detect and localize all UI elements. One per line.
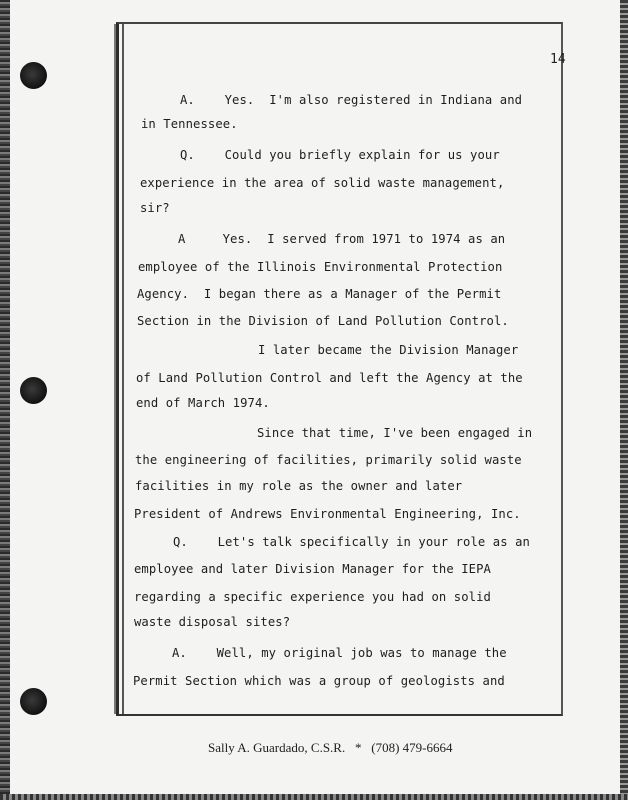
transcript-line: Since that time, I've been engaged in — [257, 426, 533, 440]
transcript-line: Section in the Division of Land Pollution Control. — [137, 314, 509, 328]
binder-hole-bottom — [20, 688, 47, 715]
transcript-line: in Tennessee. — [141, 117, 238, 131]
binder-hole-top — [20, 62, 47, 89]
transcript-line: waste disposal sites? — [134, 615, 291, 629]
transcript-line: Permit Section which was a group of geologists and — [133, 674, 505, 688]
transcript-line: Q. Could you briefly explain for us your — [180, 148, 500, 162]
page-number: 14 — [550, 52, 566, 67]
reporter-phone: (708) 479-6664 — [371, 740, 453, 755]
transcript-line: regarding a specific experience you had on solid — [134, 590, 491, 604]
scan-edge-bottom — [0, 794, 628, 800]
scan-edge-right — [620, 0, 628, 800]
transcript-line: A. Yes. I'm also registered in Indiana and — [180, 93, 523, 107]
page-margin-rule — [122, 24, 124, 714]
transcript-line: Agency. I began there as a Manager of the Permit — [137, 287, 502, 301]
reporter-name: Sally A. Guardado, C.S.R. — [208, 740, 346, 755]
transcript-line: President of Andrews Environmental Engineering, Inc. — [134, 507, 521, 521]
transcript-line: experience in the area of solid waste management, — [140, 176, 505, 190]
transcript-line: sir? — [140, 201, 170, 215]
transcript-line: employee of the Illinois Environmental Protection — [138, 260, 503, 274]
transcript-line: Q. Let's talk specifically in your role as an — [173, 535, 530, 549]
transcript-line: I later became the Division Manager — [258, 343, 519, 357]
reporter-footer — [208, 740, 452, 756]
transcript-line: the engineering of facilities, primarily solid waste — [135, 453, 522, 467]
transcript-line: facilities in my role as the owner and later — [135, 479, 463, 493]
transcript-line: of Land Pollution Control and left the Agency at the — [136, 371, 523, 385]
transcript-line: A. Well, my original job was to manage the — [172, 646, 507, 660]
scan-edge-left — [0, 0, 10, 800]
transcript-line: employee and later Division Manager for the IEPA — [134, 562, 491, 576]
footer-separator: * — [354, 740, 362, 755]
binder-hole-middle — [20, 377, 47, 404]
transcript-line: end of March 1974. — [136, 396, 270, 410]
transcript-line: A Yes. I served from 1971 to 1974 as an — [178, 232, 506, 246]
